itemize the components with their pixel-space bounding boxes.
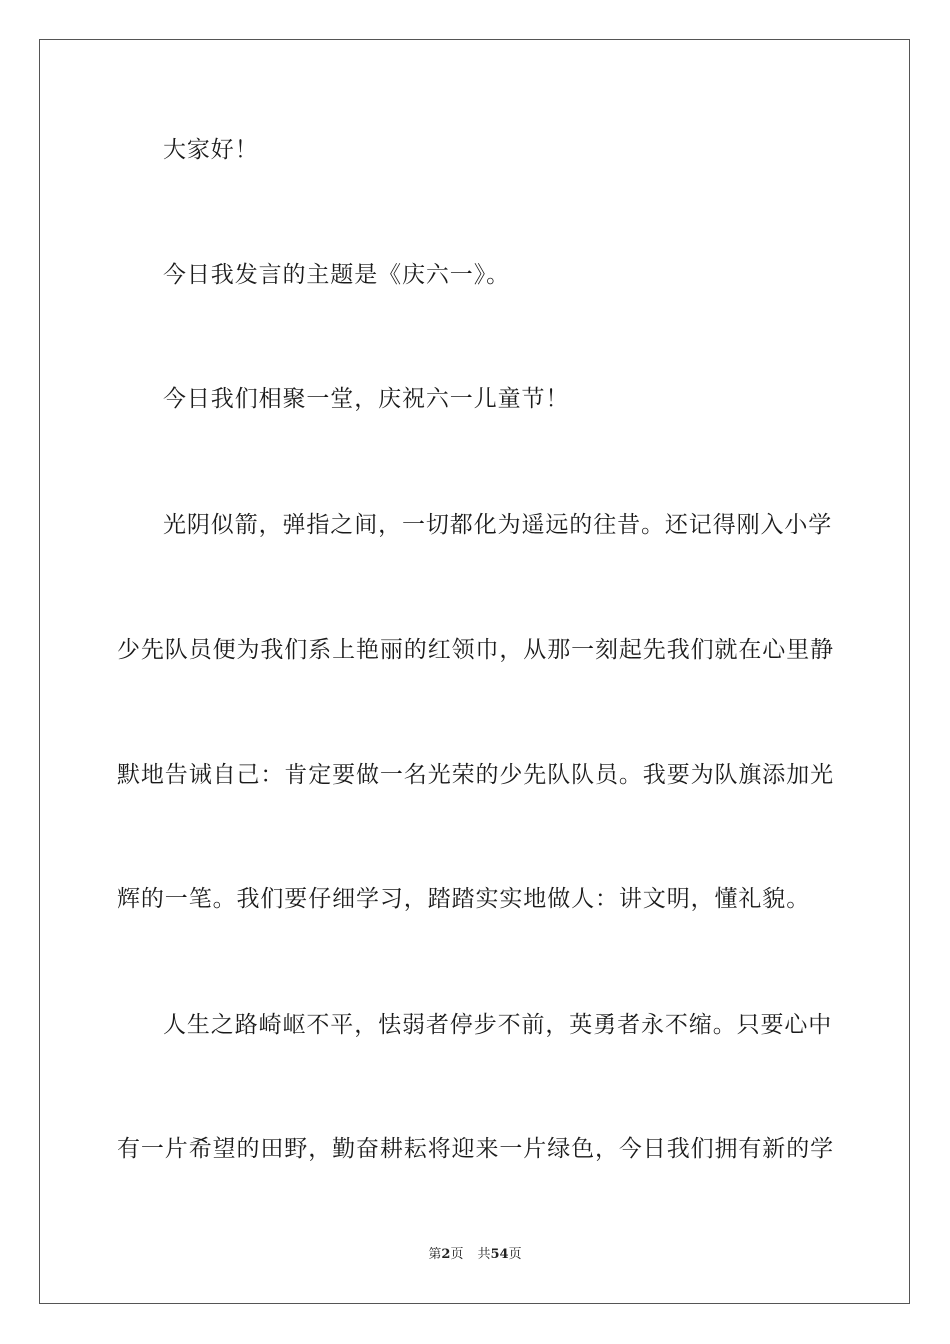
paragraph-line: 有一片希望的田野，勤奋耕耘将迎来一片绿色，今日我们拥有新的学 bbox=[117, 1136, 834, 1162]
paragraph-line: 人生之路崎岖不平，怯弱者停步不前，英勇者永不缩。只要心中 bbox=[163, 1012, 833, 1038]
paragraph-gathering: 今日我们相聚一堂，庆祝六一儿童节！ bbox=[163, 386, 570, 412]
paragraph-line: 少先队员便为我们系上艳丽的红领巾，从那一刻起先我们就在心里静 bbox=[117, 637, 834, 663]
total-suffix: 页 bbox=[508, 1247, 522, 1262]
paragraph-line: 默地告诫自己：肯定要做一名光荣的少先队队员。我要为队旗添加光 bbox=[117, 762, 834, 788]
paragraph-line: 光阴似箭，弹指之间，一切都化为遥远的往昔。还记得刚入小学 bbox=[163, 512, 833, 538]
paragraph-greeting: 大家好！ bbox=[163, 137, 259, 163]
total-pages: 54 bbox=[490, 1247, 509, 1262]
total-prefix: 共 bbox=[477, 1247, 491, 1262]
page-suffix: 页 bbox=[450, 1247, 464, 1262]
page-prefix: 第 bbox=[428, 1247, 442, 1262]
page-border bbox=[39, 39, 910, 1304]
page-footer bbox=[0, 1246, 950, 1264]
page-number: 2 bbox=[441, 1247, 451, 1262]
paragraph-topic: 今日我发言的主题是《庆六一》。 bbox=[163, 262, 510, 288]
paragraph-line: 辉的一笔。我们要仔细学习，踏踏实实地做人：讲文明，懂礼貌。 bbox=[117, 886, 811, 912]
